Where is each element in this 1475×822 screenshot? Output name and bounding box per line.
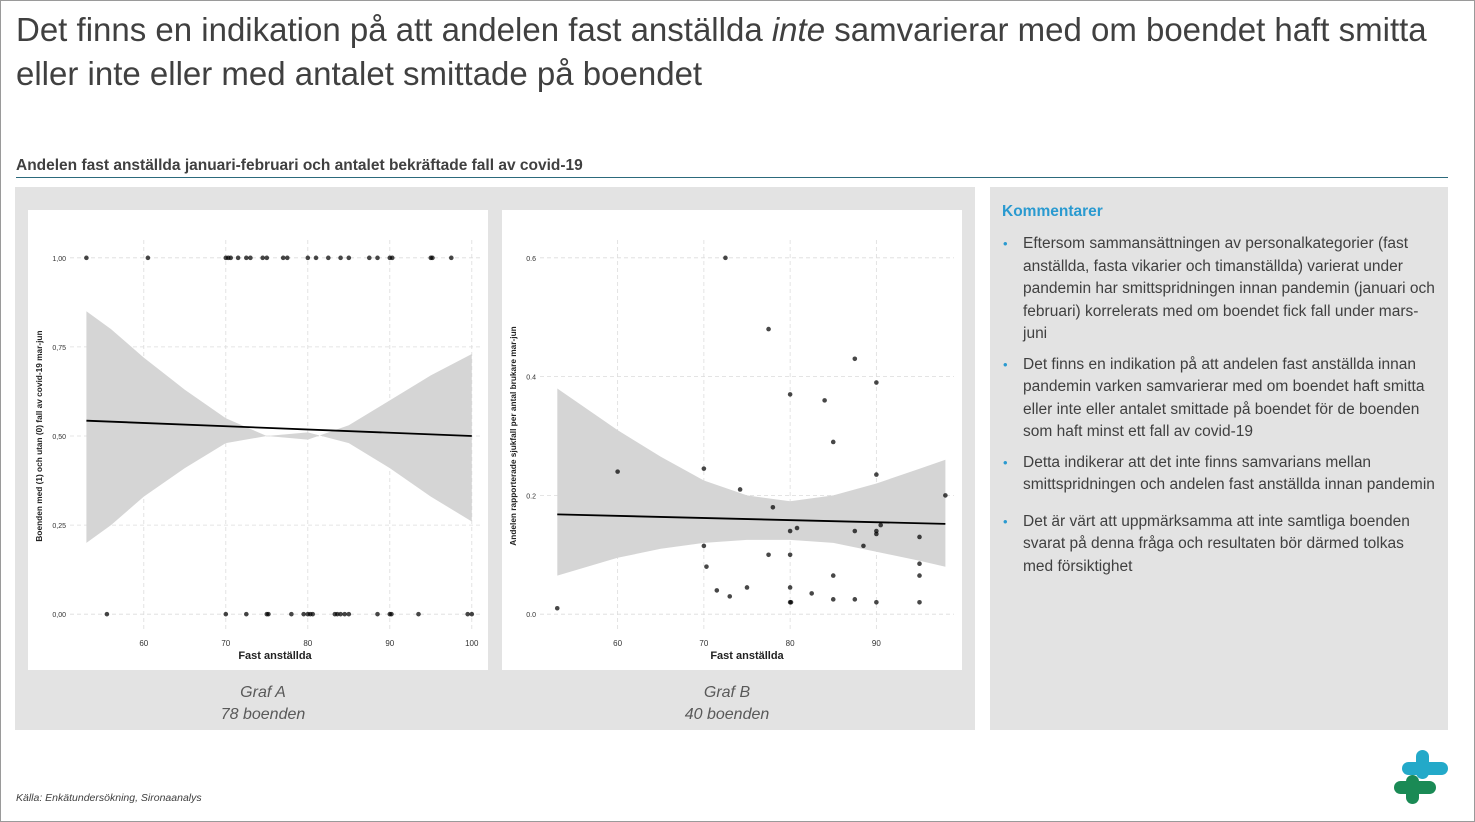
graph-b-y-tick-label: 0.6: [526, 255, 536, 263]
graph-b-data-point: [853, 529, 858, 534]
graph-a-y-axis-label: Boenden med (1) och utan (0) fall av covid-19 mar-jun: [34, 330, 44, 542]
comments-title: Kommentarer: [1002, 203, 1103, 220]
comments-panel: [990, 187, 1448, 730]
graph-b-caption: [497, 682, 957, 726]
graph-b-svg: [502, 210, 962, 670]
graph-a-data-point: [289, 612, 294, 617]
graph-b-data-point: [788, 585, 793, 590]
graph-b-data-point: [738, 487, 743, 492]
graph-a-data-point: [260, 256, 265, 261]
graph-a-data-point: [224, 612, 229, 617]
graph-b-data-point: [795, 526, 800, 531]
graph-a-confidence-band: [86, 311, 471, 543]
graph-a-plot: [28, 210, 488, 670]
graph-b-data-point: [788, 529, 793, 534]
graph-b-data-point: [745, 585, 750, 590]
graph-b-data-point: [874, 472, 879, 477]
graph-b-data-point: [702, 544, 707, 549]
bullet-icon: •: [1003, 236, 1008, 251]
graph-b-x-tick-label: 80: [785, 639, 795, 648]
graph-b-plot: [502, 210, 962, 670]
graph-b-confidence-band: [557, 389, 945, 576]
graph-b-data-point: [766, 327, 771, 332]
graph-a-data-point: [146, 256, 151, 261]
graph-a-svg: [28, 210, 488, 670]
graph-a-data-point: [105, 612, 110, 617]
graph-a-caption: [33, 682, 493, 726]
subtitle-divider: [16, 177, 1448, 178]
graph-a-data-point: [389, 612, 394, 617]
graph-a-data-point: [342, 612, 347, 617]
graph-b-data-point: [874, 380, 879, 385]
graph-a-data-point: [326, 256, 331, 261]
graph-b-data-point: [615, 469, 620, 474]
graph-b-data-point: [878, 523, 883, 528]
comment-item: • Detta indikerar att det inte finns samvarians mellan smittspridningen och andelen fast anställda innan pandemin: [1003, 453, 1435, 493]
graph-b-data-point: [727, 594, 732, 599]
bullet-icon: •: [1003, 356, 1008, 372]
page-title: Det finns en indikation på att andelen fast anställda inte samvarierar med om boendet haft smitta eller inte eller med antalet smittade på boendet: [16, 11, 1427, 92]
graph-b-data-point: [723, 256, 728, 261]
graph-a-data-point: [281, 256, 286, 261]
graph-b-data-point: [766, 552, 771, 557]
graph-b-y-tick-label: 0.4: [526, 374, 536, 382]
graph-a-data-point: [375, 612, 380, 617]
graph-b-x-tick-label: 90: [871, 639, 881, 648]
graph-a-data-point: [314, 256, 319, 261]
graph-a-data-point: [228, 256, 233, 261]
graph-a-count: 78 boenden: [220, 706, 306, 723]
graph-b-data-point: [861, 544, 866, 549]
graph-b-name: Graf B: [703, 684, 751, 701]
graph-b-data-point: [771, 505, 776, 510]
graph-b-data-point: [809, 591, 814, 596]
graph-b-data-point: [917, 535, 922, 540]
graph-a-name: Graf A: [240, 684, 286, 701]
graph-a-data-point: [236, 256, 241, 261]
graph-a-data-point: [338, 256, 343, 261]
graph-a-y-tick-label: 0,00: [52, 612, 66, 620]
graph-a-y-tick-label: 0,50: [52, 434, 66, 441]
graph-b-data-point: [789, 600, 794, 605]
graph-a-data-point: [266, 612, 271, 617]
graph-b-data-point: [853, 356, 858, 361]
graph-b-y-axis-label: Andelen rapporterade sjukfall per antal brukare mar-jun: [508, 326, 518, 546]
graph-b-data-point: [704, 564, 709, 569]
graph-a-data-point: [244, 612, 249, 617]
graph-b-y-tick-label: 0.2: [526, 493, 536, 501]
graph-a-x-tick-label: 70: [221, 639, 231, 648]
graph-a-data-point: [347, 612, 352, 617]
graph-a-data-point: [285, 256, 290, 261]
comment-item: • Det finns en indikation på att andelen fast anställda innan pandemin varken samvarierar med om boendet haft smitta eller inte eller antalet smittade på boendet för de boenden som haft minst ett fall av covid-19: [1003, 355, 1425, 440]
graph-b-data-point: [788, 552, 793, 557]
graph-b-data-point: [715, 588, 720, 593]
graph-b-data-point: [917, 573, 922, 578]
graph-a-data-point: [367, 256, 372, 261]
graph-a-y-tick-label: 1,00: [52, 255, 66, 263]
section-subtitle: Andelen fast anställda januari-februari och antalet bekräftade fall av covid-19: [16, 157, 583, 174]
graph-a-x-tick-label: 80: [303, 639, 313, 648]
graph-a-data-point: [430, 256, 435, 261]
graph-a-data-point: [84, 256, 89, 261]
graph-a-data-point: [301, 612, 306, 617]
graph-a-y-tick-label: 0,25: [52, 523, 66, 531]
graph-a-data-point: [244, 256, 249, 261]
comment-item: • Det är värt att uppmärksamma att inte samtliga boenden svarat på denna fråga och resultaten bör därmed tolkas med försiktighet: [1003, 512, 1410, 575]
graph-a-data-point: [470, 612, 475, 617]
graph-a-data-point: [465, 612, 470, 617]
graph-a-data-point: [416, 612, 421, 617]
graph-b-x-tick-label: 60: [613, 639, 623, 648]
graph-b-data-point: [943, 493, 948, 498]
graph-a-x-tick-label: 90: [385, 639, 395, 648]
graph-b-data-point: [917, 561, 922, 566]
graph-a-y-tick-label: 0,75: [52, 344, 66, 352]
graph-a-data-point: [306, 256, 311, 261]
graph-a-data-point: [310, 612, 315, 617]
graph-b-y-tick-label: 0.0: [526, 612, 536, 620]
graph-a-x-axis-label: Fast anställda: [238, 650, 312, 662]
graph-a-data-point: [248, 256, 253, 261]
graph-b-count: 40 boenden: [684, 706, 770, 723]
graph-a-x-tick-label: 60: [139, 639, 149, 648]
graph-b-x-axis-label: Fast anställda: [710, 650, 784, 662]
graph-a-x-tick-label: 100: [465, 639, 479, 648]
graph-a-data-point: [338, 612, 343, 617]
graph-a-data-point: [265, 256, 270, 261]
comment-item: • Eftersom sammansättningen av personalkategorier (fast anställda, fasta vikarier och timanställda) varierat under pandemin har smittspridningen innan pandemin (januari och februari) korrelerats med om boendet fick fall under mars-juni: [1003, 235, 1435, 342]
graph-b-data-point: [853, 597, 858, 602]
graph-b-data-point: [555, 606, 560, 611]
graph-b-data-point: [831, 440, 836, 445]
graph-a-data-point: [375, 256, 380, 261]
graph-b-x-tick-label: 70: [699, 639, 709, 648]
graph-a-data-point: [347, 256, 352, 261]
graph-b-data-point: [831, 573, 836, 578]
comments-list: [1002, 233, 1438, 586]
source-note: Källa: Enkätundersökning, Sironaanalys: [16, 792, 202, 804]
graph-a-data-point: [449, 256, 454, 261]
graph-b-data-point: [917, 600, 922, 605]
title-emphasis: inte: [771, 11, 826, 48]
graph-b-data-point: [874, 532, 879, 537]
bullet-icon: •: [1003, 454, 1008, 470]
graph-b-data-point: [874, 600, 879, 605]
graph-a-data-point: [390, 256, 395, 261]
bullet-icon: •: [1003, 513, 1008, 529]
graph-b-data-point: [831, 597, 836, 602]
graph-b-data-point: [702, 466, 707, 471]
graph-b-data-point: [822, 398, 827, 403]
company-logo: [1392, 748, 1450, 806]
graph-b-data-point: [788, 392, 793, 397]
